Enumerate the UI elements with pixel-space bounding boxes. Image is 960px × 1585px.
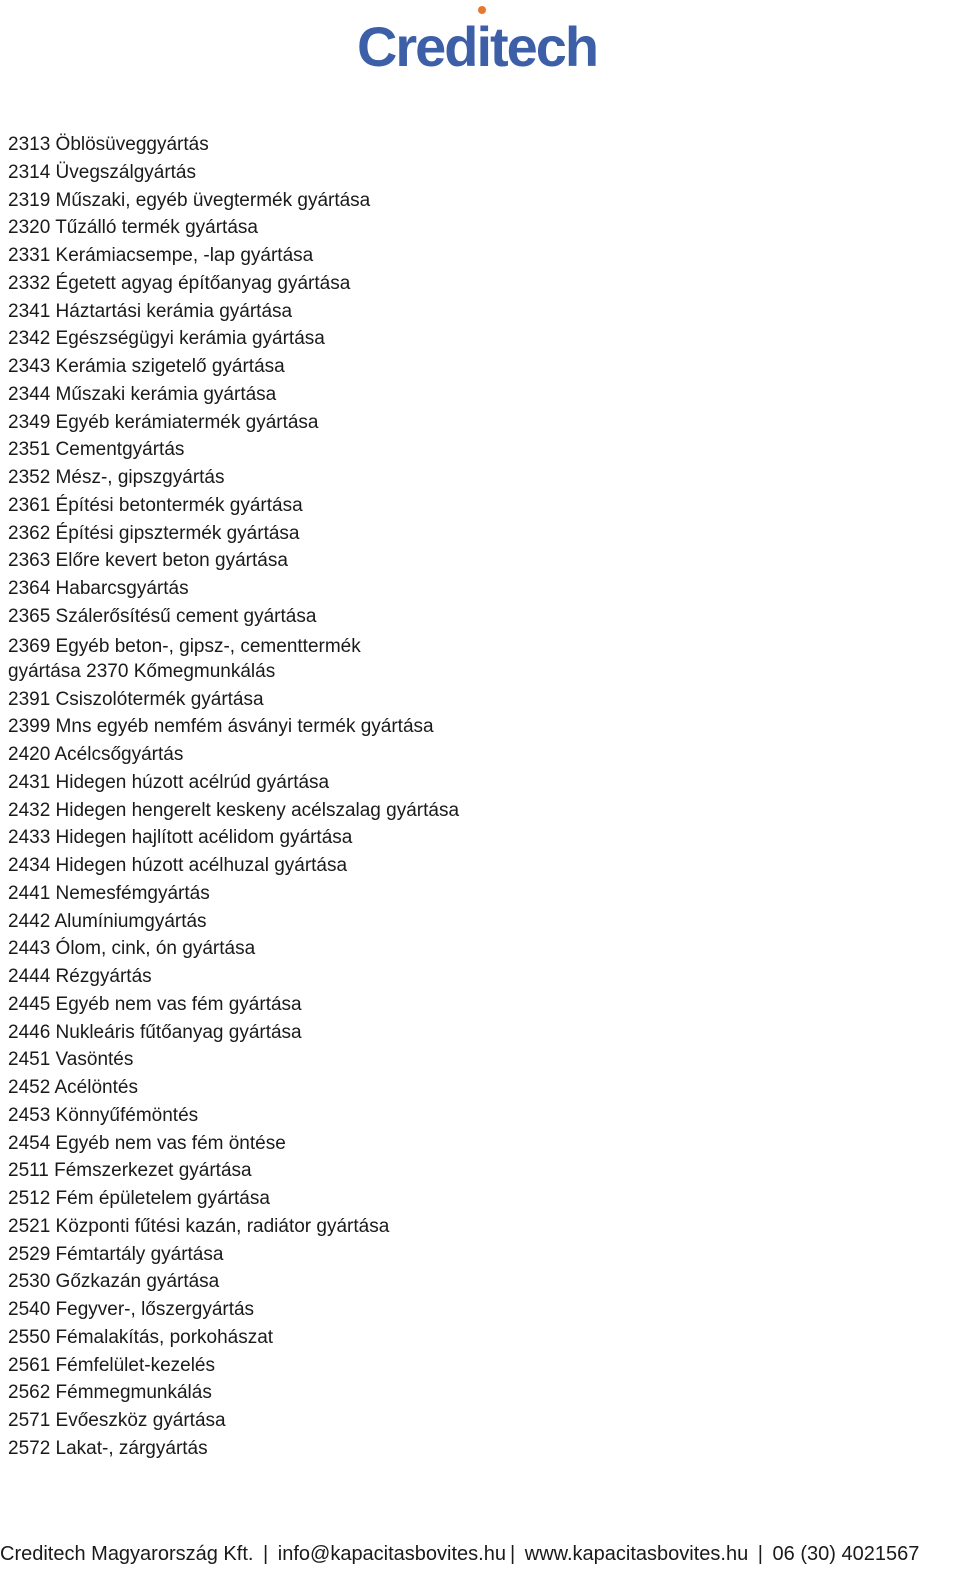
list-item: 2451 Vasöntés [8, 1049, 134, 1071]
list-item: 2319 Műszaki, egyéb üvegtermék gyártása [8, 189, 371, 211]
list-item: 2313 Öblösüveggyártás [8, 134, 209, 155]
list-item: 2561 Fémfelület-kezelés [8, 1354, 215, 1376]
list-item: 2364 Habarcsgyártás [8, 578, 189, 599]
activity-code-list [8, 131, 948, 1463]
list-item: 2363 Előre kevert beton gyártása [8, 550, 288, 572]
list-item: 2391 Csiszolótermék gyártása [8, 688, 264, 710]
footer-phone: 06 (30) 4021567 [772, 1543, 920, 1565]
footer-separator: | [757, 1543, 763, 1565]
list-item: 2572 Lakat-, zárgyártás [8, 1437, 208, 1459]
list-item: 2320 Tűzálló termék gyártása [8, 217, 258, 239]
logo-accent-dot [478, 6, 486, 14]
footer-separator: | [263, 1543, 269, 1565]
list-item: 2365 Szálerősítésű cement gyártása [8, 605, 317, 627]
list-item: 2562 Fémmegmunkálás [8, 1382, 212, 1404]
list-item: 2343 Kerámia szigetelő gyártása [8, 356, 285, 377]
logo-wordmark: Creditech [357, 15, 597, 70]
footer [0, 1541, 960, 1567]
list-item: 2521 Központi fűtési kazán, radiátor gyártása [8, 1215, 390, 1237]
list-item: 2512 Fém épületelem gyártása [8, 1188, 270, 1209]
list-item: 2341 Háztartási kerámia gyártása [8, 300, 293, 322]
list-item: 2361 Építési betontermék gyártása [8, 494, 303, 516]
list-item: 2511 Fémszerkezet gyártása [8, 1160, 252, 1182]
creditech-logo [357, 4, 599, 70]
footer-separator: | [509, 1543, 516, 1565]
footer-company: Creditech Magyarország Kft. [0, 1543, 254, 1565]
list-item: 2454 Egyéb nem vas fém öntése [8, 1132, 286, 1154]
list-item: 2434 Hidegen húzott acélhuzal gyártása [8, 855, 348, 876]
list-item: 2550 Fémalakítás, porkohászat [8, 1326, 274, 1348]
list-item: 2399 Mns egyéb nemfém ásványi termék gyártása [8, 716, 434, 738]
list-item: 2433 Hidegen hajlított acélidom gyártása [8, 827, 353, 849]
list-item: 2444 Rézgyártás [8, 966, 152, 987]
list-item: 2432 Hidegen hengerelt keskeny acélszalag gyártása [8, 799, 460, 821]
list-item: 2540 Fegyver-, lőszergyártás [8, 1299, 255, 1320]
list-item: 2443 Ólom, cink, ón gyártása [8, 938, 256, 960]
list-item: 2446 Nukleáris fűtőanyag gyártása [8, 1021, 302, 1043]
list-item: 2530 Gőzkazán gyártása [8, 1271, 220, 1293]
list-item: 2442 Alumíniumgyártás [8, 910, 207, 932]
list-item: 2314 Üvegszálgyártás [8, 161, 196, 183]
list-item: 2344 Műszaki kerámia gyártása [8, 383, 277, 405]
logo-graphic [357, 4, 599, 70]
footer-website-link[interactable]: www.kapacitasbovites.hu [524, 1543, 749, 1565]
list-item: 2331 Kerámiacsempe, -lap gyártása [8, 245, 314, 266]
list-item: 2445 Egyéb nem vas fém gyártása [8, 993, 302, 1015]
list-item: 2420 Acélcsőgyártás [8, 744, 184, 765]
list-item: 2529 Fémtartály gyártása [8, 1243, 224, 1265]
list-item: 2441 Nemesfémgyártás [8, 882, 210, 904]
list-item: 2453 Könnyűfémöntés [8, 1104, 199, 1126]
list-item: 2342 Egészségügyi kerámia gyártása [8, 328, 325, 350]
list-item: 2369 Egyéb beton-, gipsz-, cementtermék gyártása 2370 Kőmegmunkálás [8, 635, 361, 682]
list-item: 2362 Építési gipsztermék gyártása [8, 522, 300, 544]
list-item: 2332 Égetett agyag építőanyag gyártása [8, 272, 351, 294]
list-item: 2351 Cementgyártás [8, 439, 185, 461]
list-item: 2349 Egyéb kerámiatermék gyártása [8, 411, 319, 433]
list-item: 2452 Acélöntés [8, 1077, 138, 1098]
list-item: 2431 Hidegen húzott acélrúd gyártása [8, 771, 330, 793]
list-item: 2352 Mész-, gipszgyártás [8, 467, 225, 488]
footer-email-link[interactable]: info@kapacitasbovites.hu [277, 1543, 506, 1565]
list-item: 2571 Evőeszköz gyártása [8, 1410, 226, 1431]
